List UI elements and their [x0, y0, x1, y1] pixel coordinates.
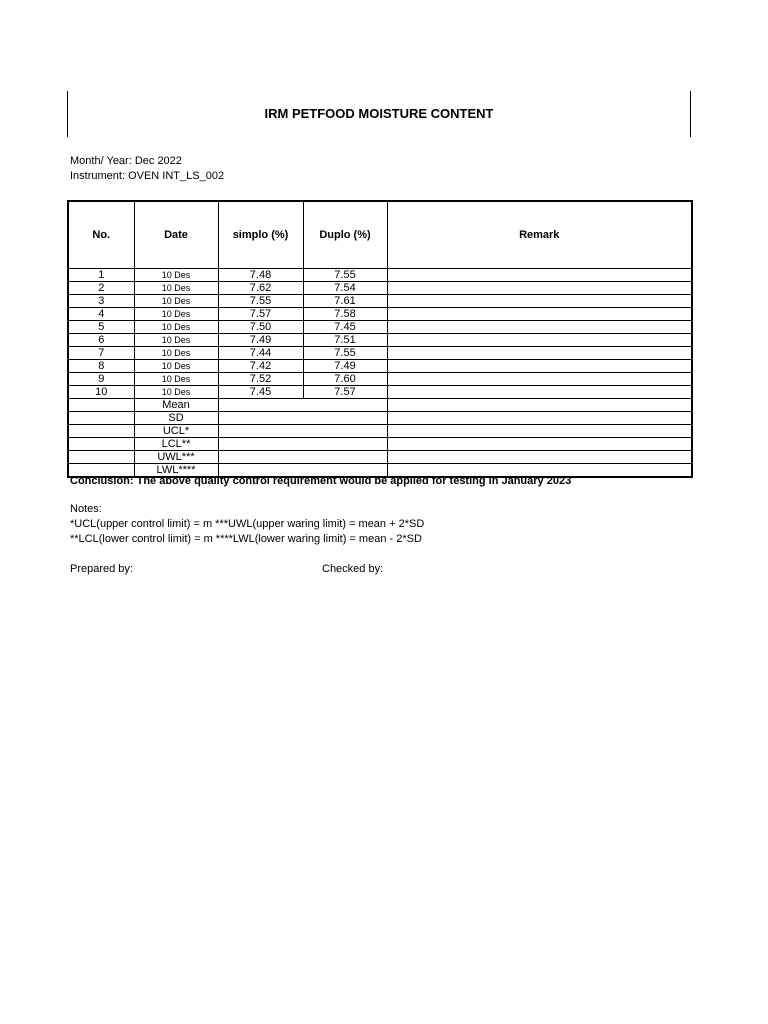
cell-simplo: 7.62 — [218, 282, 303, 295]
cell-no: 4 — [68, 308, 134, 321]
cell-remark — [387, 373, 692, 386]
cell-remark — [387, 412, 692, 425]
cell-no: 2 — [68, 282, 134, 295]
cell-simplo: 7.52 — [218, 373, 303, 386]
cell-remark — [387, 386, 692, 399]
cell-date: 10 Des — [134, 347, 218, 360]
cell-remark — [387, 295, 692, 308]
checked-by-label: Checked by: — [322, 563, 384, 575]
table-row — [68, 308, 692, 321]
cell-simplo: 7.49 — [218, 334, 303, 347]
summary-value — [218, 399, 387, 412]
cell-date: 10 Des — [134, 269, 218, 282]
summary-value — [218, 438, 387, 451]
notes-heading: Notes: — [70, 503, 102, 515]
cell-date: 10 Des — [134, 295, 218, 308]
cell-simplo: 7.57 — [218, 308, 303, 321]
cell-no — [68, 399, 134, 412]
cell-duplo: 7.45 — [303, 321, 387, 334]
instrument-label: Instrument: OVEN INT_LS_002 — [70, 170, 225, 182]
table-row — [68, 360, 692, 373]
cell-remark — [387, 308, 692, 321]
summary-value — [218, 425, 387, 438]
moisture-table — [67, 200, 693, 478]
month-year-label: Month/ Year: Dec 2022 — [70, 155, 182, 167]
cell-remark — [387, 451, 692, 464]
cell-duplo: 7.51 — [303, 334, 387, 347]
table-row — [68, 282, 692, 295]
cell-simplo: 7.48 — [218, 269, 303, 282]
summary-label: LCL** — [134, 438, 218, 451]
summary-label: SD — [134, 412, 218, 425]
conclusion-text: Conclusion: The above quality control requirement would be applied for testing in January 2023 — [70, 475, 572, 487]
table-row — [68, 334, 692, 347]
cell-remark — [387, 438, 692, 451]
cell-simplo: 7.50 — [218, 321, 303, 334]
cell-no: 5 — [68, 321, 134, 334]
cell-remark — [387, 334, 692, 347]
cell-duplo: 7.57 — [303, 386, 387, 399]
prepared-by-label: Prepared by: — [70, 563, 133, 575]
cell-date: 10 Des — [134, 386, 218, 399]
notes-line-lcl-lwl: **LCL(lower control limit) = m ****LWL(lower waring limit) = mean - 2*SD — [70, 533, 422, 545]
cell-date: 10 Des — [134, 360, 218, 373]
cell-no: 8 — [68, 360, 134, 373]
header-duplo: Duplo (%) — [303, 201, 387, 269]
header-simplo: simplo (%) — [218, 201, 303, 269]
table-row — [68, 347, 692, 360]
cell-remark — [387, 399, 692, 412]
cell-duplo: 7.49 — [303, 360, 387, 373]
summary-value — [218, 412, 387, 425]
summary-row — [68, 412, 692, 425]
cell-duplo: 7.55 — [303, 347, 387, 360]
cell-remark — [387, 347, 692, 360]
summary-row — [68, 438, 692, 451]
cell-remark — [387, 282, 692, 295]
table-row — [68, 386, 692, 399]
cell-remark — [387, 269, 692, 282]
table-row — [68, 321, 692, 334]
notes-line-ucl-uwl: *UCL(upper control limit) = m ***UWL(upper waring limit) = mean + 2*SD — [70, 518, 425, 530]
cell-no: 10 — [68, 386, 134, 399]
cell-date: 10 Des — [134, 321, 218, 334]
header-date: Date — [134, 201, 218, 269]
summary-label: UCL* — [134, 425, 218, 438]
cell-date: 10 Des — [134, 334, 218, 347]
table-row — [68, 295, 692, 308]
summary-label: Mean — [134, 399, 218, 412]
cell-simplo: 7.42 — [218, 360, 303, 373]
summary-row — [68, 451, 692, 464]
table-header-row — [68, 201, 692, 269]
cell-no: 1 — [68, 269, 134, 282]
cell-duplo: 7.55 — [303, 269, 387, 282]
summary-row — [68, 399, 692, 412]
cell-no: 9 — [68, 373, 134, 386]
cell-no — [68, 451, 134, 464]
cell-no — [68, 412, 134, 425]
cell-simplo: 7.44 — [218, 347, 303, 360]
header-no: No. — [68, 201, 134, 269]
cell-remark — [387, 425, 692, 438]
table-row — [68, 373, 692, 386]
cell-no — [68, 438, 134, 451]
cell-duplo: 7.54 — [303, 282, 387, 295]
cell-simplo: 7.45 — [218, 386, 303, 399]
cell-date: 10 Des — [134, 373, 218, 386]
cell-date: 10 Des — [134, 308, 218, 321]
document-title: IRM PETFOOD MOISTURE CONTENT — [264, 106, 494, 121]
cell-remark — [387, 321, 692, 334]
cell-date: 10 Des — [134, 282, 218, 295]
cell-duplo: 7.61 — [303, 295, 387, 308]
table-row — [68, 269, 692, 282]
cell-no: 7 — [68, 347, 134, 360]
cell-no — [68, 425, 134, 438]
header-remark: Remark — [387, 201, 692, 269]
cell-simplo: 7.55 — [218, 295, 303, 308]
summary-value — [218, 451, 387, 464]
summary-label: UWL*** — [134, 451, 218, 464]
summary-row — [68, 425, 692, 438]
cell-duplo: 7.60 — [303, 373, 387, 386]
cell-duplo: 7.58 — [303, 308, 387, 321]
summary-label: LWL**** — [134, 464, 218, 478]
cell-no: 6 — [68, 334, 134, 347]
cell-no: 3 — [68, 295, 134, 308]
cell-remark — [387, 360, 692, 373]
